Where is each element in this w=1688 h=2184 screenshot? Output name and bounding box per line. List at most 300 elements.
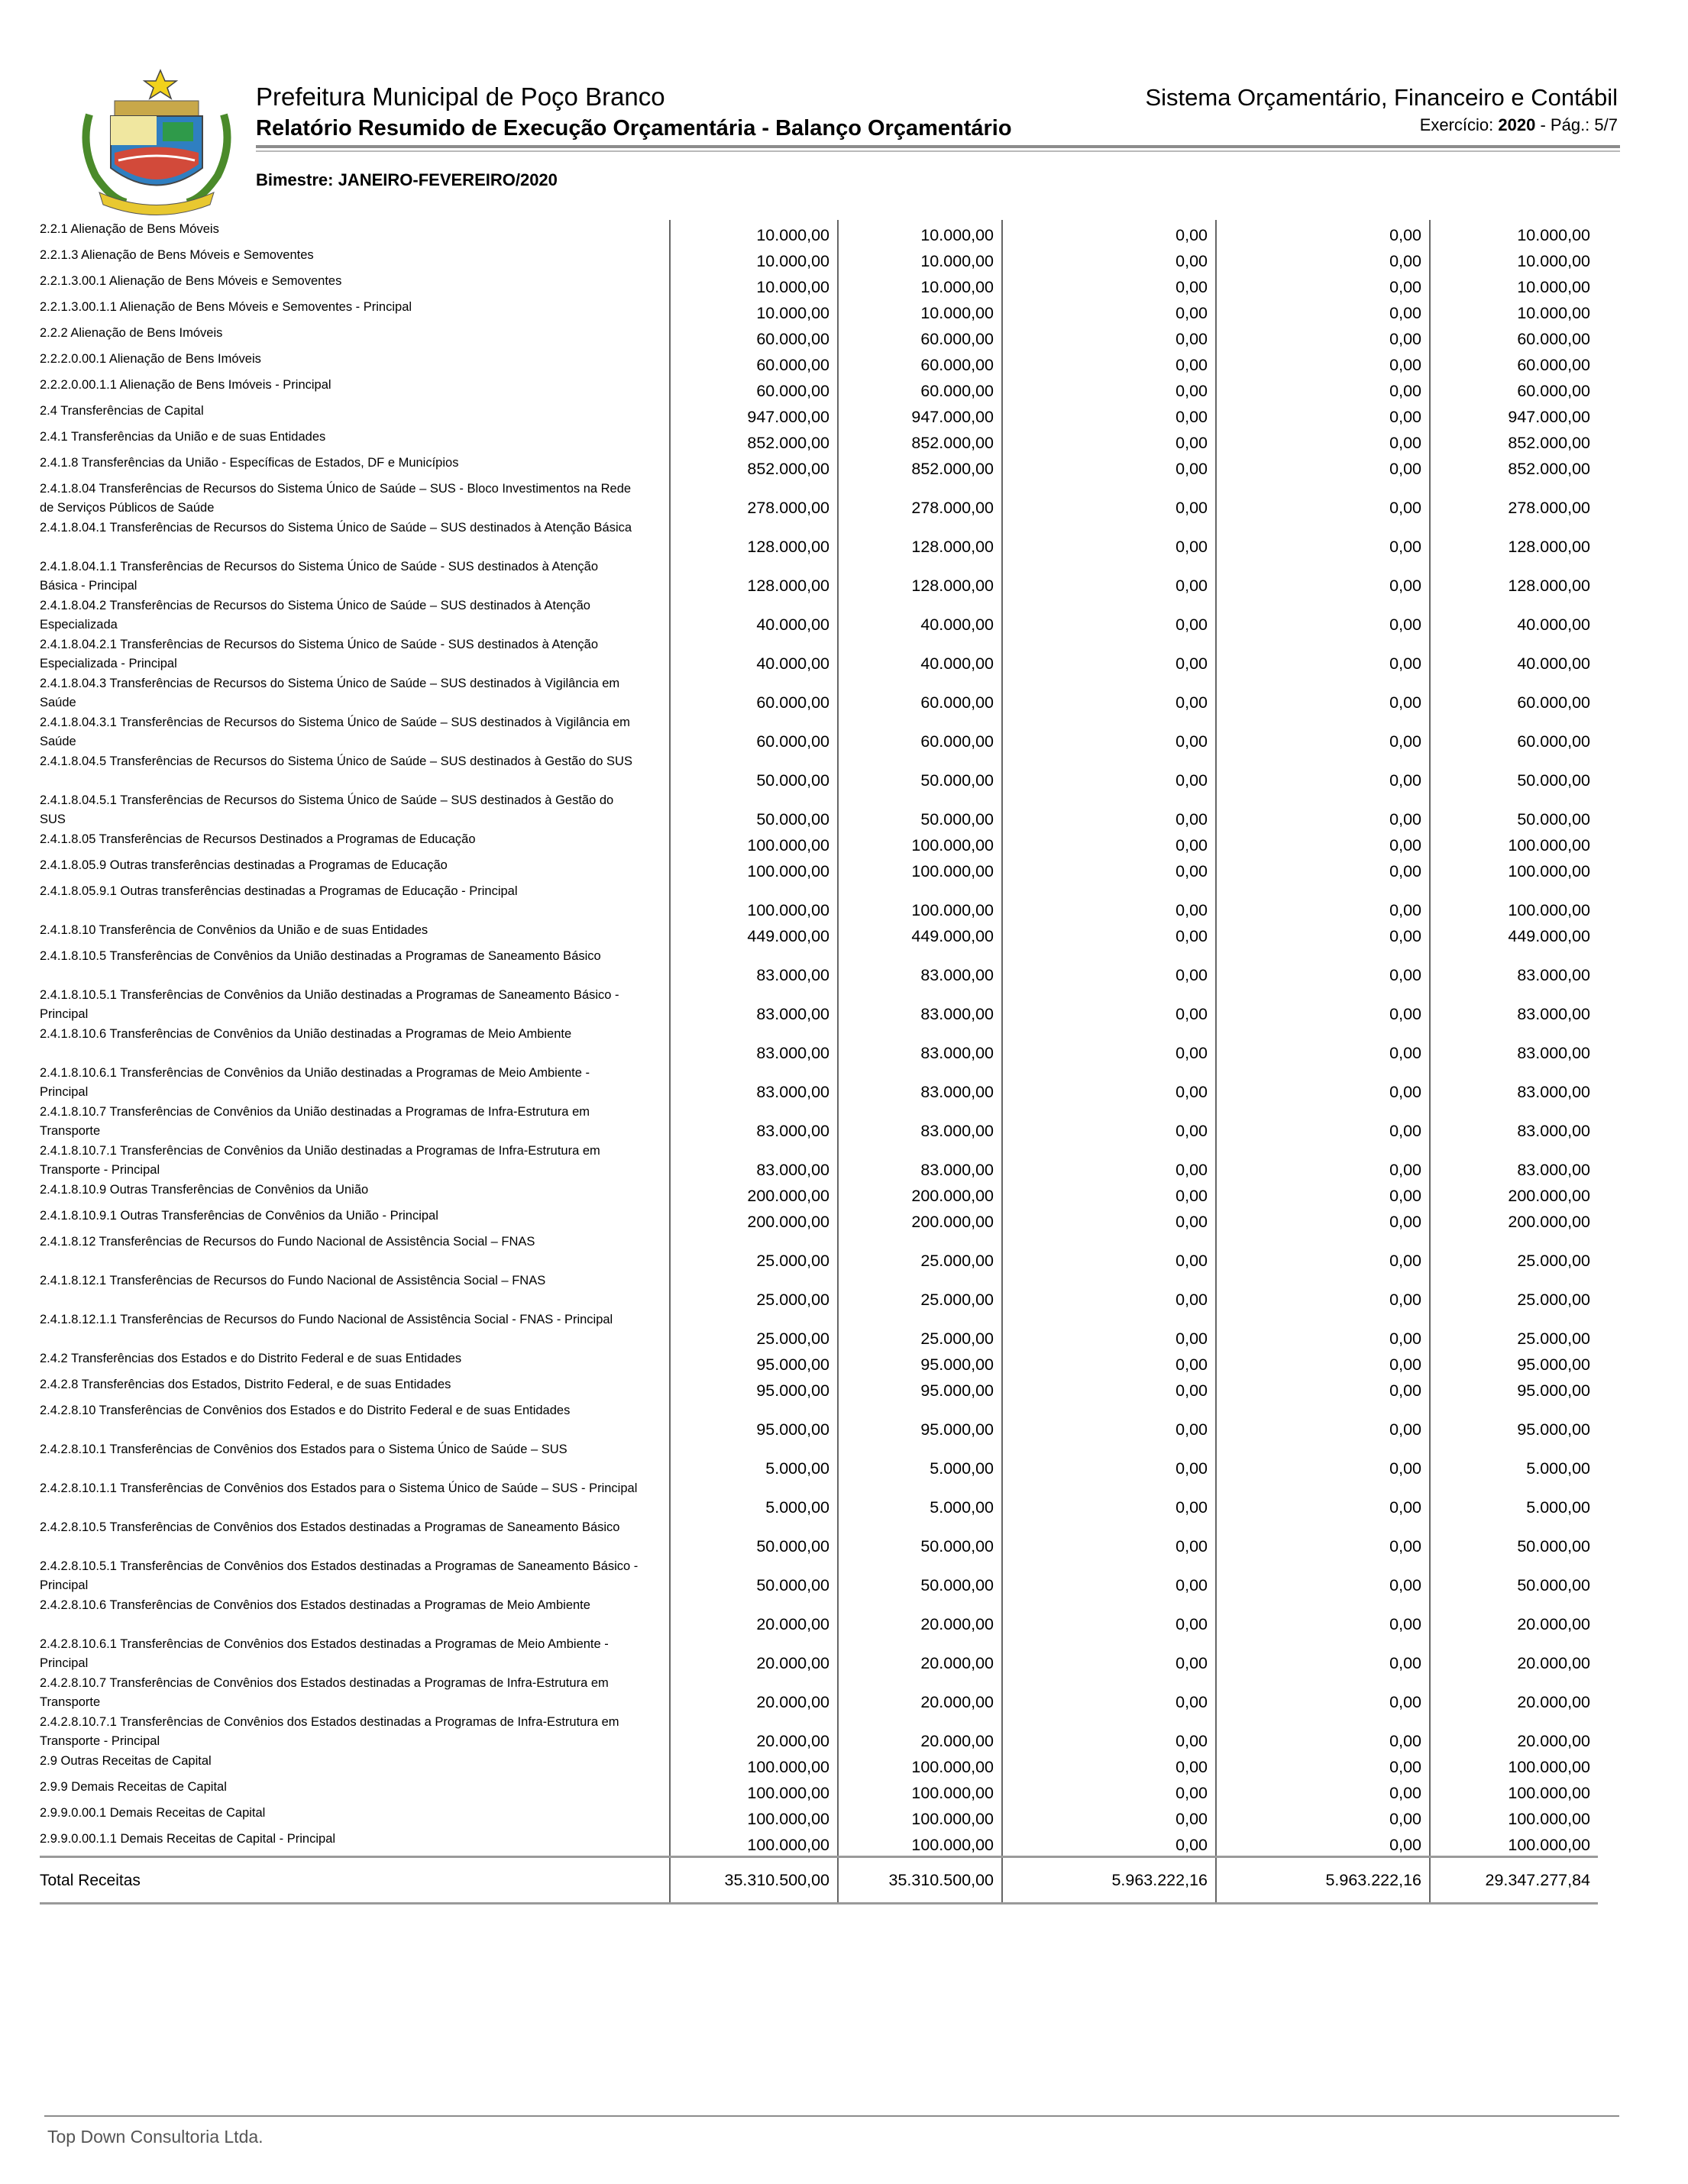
table-row [40, 1401, 1598, 1440]
cell-initial-forecast: 100.000,00 [670, 1778, 838, 1804]
row-description: 2.4.1.8.12.1 Transferências de Recursos do Fundo Nacional de Assistência Social – FNAS [40, 1274, 546, 1287]
cell-balance: 852.000,00 [1430, 454, 1598, 480]
cell-balance: 10.000,00 [1430, 298, 1598, 324]
cell-balance: 25.000,00 [1430, 1310, 1598, 1349]
cell-balance: 50.000,00 [1430, 791, 1598, 830]
cell-initial-forecast: 83.000,00 [670, 1064, 838, 1103]
cell-initial-forecast: 60.000,00 [670, 324, 838, 350]
cell-realized-to-date: 0,00 [1216, 246, 1430, 272]
cell-balance: 10.000,00 [1430, 220, 1598, 246]
cell-initial-forecast: 128.000,00 [670, 557, 838, 596]
row-description: 2.4.1.8.05.9 Outras transferências destinadas a Programas de Educação [40, 858, 448, 872]
cell-initial-forecast: 100.000,00 [670, 830, 838, 856]
row-description: 2.9.9.0.00.1.1 Demais Receitas de Capital - Principal [40, 1832, 336, 1846]
cell-realized-bimester: 0,00 [1002, 428, 1216, 454]
report-title: Relatório Resumido de Execução Orçamentária - Balanço Orçamentário [256, 116, 1012, 141]
cell-realized-bimester: 0,00 [1002, 220, 1216, 246]
table-row [40, 1752, 1598, 1778]
cell-updated-forecast: 100.000,00 [838, 1804, 1002, 1830]
cell-realized-to-date: 0,00 [1216, 1207, 1430, 1233]
cell-initial-forecast: 128.000,00 [670, 519, 838, 557]
table-row [40, 272, 1598, 298]
cell-balance: 100.000,00 [1430, 1830, 1598, 1857]
footer-company: Top Down Consultoria Ltda. [47, 2127, 264, 2147]
cell-balance: 95.000,00 [1430, 1401, 1598, 1440]
table-row [40, 557, 1598, 596]
cell-realized-to-date: 0,00 [1216, 1271, 1430, 1310]
cell-updated-forecast: 95.000,00 [838, 1375, 1002, 1401]
cell-updated-forecast: 200.000,00 [838, 1181, 1002, 1207]
cell-realized-bimester: 0,00 [1002, 272, 1216, 298]
row-description: 2.4.1.8.04.1.1 Transferências de Recursos do Sistema Único de Saúde - SUS destinados à Atenção Básica - Principal [40, 560, 599, 593]
row-description: 2.2.1.3.00.1.1 Alienação de Bens Móveis e Semoventes - Principal [40, 300, 412, 314]
cell-updated-forecast: 947.000,00 [838, 402, 1002, 428]
table-row [40, 1142, 1598, 1181]
cell-realized-bimester: 0,00 [1002, 1181, 1216, 1207]
table-row [40, 298, 1598, 324]
row-description: 2.4.1.8.10.6.1 Transferências de Convênios da União destinadas a Programas de Meio Ambiente - Principal [40, 1066, 590, 1099]
cell-balance: 83.000,00 [1430, 1142, 1598, 1181]
cell-initial-forecast: 200.000,00 [670, 1181, 838, 1207]
row-description: 2.4.2.8.10.1.1 Transferências de Convênios dos Estados para o Sistema Único de Saúde – SUS - Principal [40, 1481, 638, 1495]
cell-realized-bimester: 0,00 [1002, 1557, 1216, 1596]
table-row [40, 713, 1598, 752]
row-description: 2.2.2.0.00.1.1 Alienação de Bens Imóveis - Principal [40, 378, 331, 392]
cell-balance: 278.000,00 [1430, 480, 1598, 519]
budget-table [40, 220, 1598, 1905]
total-label: Total Receitas [40, 1857, 670, 1904]
cell-realized-bimester: 0,00 [1002, 324, 1216, 350]
table-row [40, 1207, 1598, 1233]
cell-realized-to-date: 0,00 [1216, 1233, 1430, 1271]
cell-realized-bimester: 0,00 [1002, 986, 1216, 1025]
cell-initial-forecast: 95.000,00 [670, 1375, 838, 1401]
cell-initial-forecast: 5.000,00 [670, 1440, 838, 1479]
table-row [40, 596, 1598, 635]
cell-initial-forecast: 60.000,00 [670, 376, 838, 402]
cell-updated-forecast: 100.000,00 [838, 882, 1002, 921]
cell-initial-forecast: 60.000,00 [670, 713, 838, 752]
cell-balance: 5.000,00 [1430, 1479, 1598, 1518]
cell-initial-forecast: 95.000,00 [670, 1349, 838, 1375]
cell-updated-forecast: 100.000,00 [838, 1830, 1002, 1857]
table-row [40, 376, 1598, 402]
cell-realized-to-date: 0,00 [1216, 1778, 1430, 1804]
cell-updated-forecast: 83.000,00 [838, 1025, 1002, 1064]
table-row [40, 1713, 1598, 1752]
cell-updated-forecast: 25.000,00 [838, 1233, 1002, 1271]
cell-updated-forecast: 852.000,00 [838, 454, 1002, 480]
cell-initial-forecast: 83.000,00 [670, 1025, 838, 1064]
table-row [40, 1830, 1598, 1857]
cell-realized-to-date: 0,00 [1216, 1804, 1430, 1830]
cell-updated-forecast: 40.000,00 [838, 596, 1002, 635]
cell-balance: 947.000,00 [1430, 402, 1598, 428]
table-row [40, 1479, 1598, 1518]
table-row [40, 635, 1598, 674]
cell-balance: 100.000,00 [1430, 1804, 1598, 1830]
cell-balance: 50.000,00 [1430, 752, 1598, 791]
cell-realized-bimester: 0,00 [1002, 1804, 1216, 1830]
cell-realized-bimester: 0,00 [1002, 1025, 1216, 1064]
cell-balance: 83.000,00 [1430, 947, 1598, 986]
cell-updated-forecast: 10.000,00 [838, 298, 1002, 324]
cell-updated-forecast: 83.000,00 [838, 1142, 1002, 1181]
table-row [40, 921, 1598, 947]
cell-realized-bimester: 0,00 [1002, 1233, 1216, 1271]
cell-realized-to-date: 0,00 [1216, 830, 1430, 856]
cell-realized-to-date: 0,00 [1216, 324, 1430, 350]
cell-updated-forecast: 60.000,00 [838, 713, 1002, 752]
table-row [40, 324, 1598, 350]
table-row [40, 220, 1598, 246]
cell-initial-forecast: 20.000,00 [670, 1635, 838, 1674]
cell-realized-bimester: 0,00 [1002, 1310, 1216, 1349]
cell-balance: 83.000,00 [1430, 986, 1598, 1025]
cell-realized-to-date: 0,00 [1216, 713, 1430, 752]
cell-realized-to-date: 0,00 [1216, 480, 1430, 519]
row-description: 2.4.1.8 Transferências da União - Específicas de Estados, DF e Municípios [40, 456, 459, 470]
cell-initial-forecast: 10.000,00 [670, 246, 838, 272]
row-description: 2.4.1.8.05.9.1 Outras transferências destinadas a Programas de Educação - Principal [40, 884, 518, 898]
cell-realized-to-date: 0,00 [1216, 1064, 1430, 1103]
cell-balance: 60.000,00 [1430, 674, 1598, 713]
row-description: 2.4.1.8.04.2.1 Transferências de Recursos do Sistema Único de Saúde - SUS destinados à Atenção Especializada - Principal [40, 638, 599, 670]
cell-realized-bimester: 0,00 [1002, 376, 1216, 402]
table-row [40, 1349, 1598, 1375]
cell-realized-to-date: 0,00 [1216, 1518, 1430, 1557]
cell-initial-forecast: 40.000,00 [670, 596, 838, 635]
row-description: 2.2.1 Alienação de Bens Móveis [40, 222, 219, 236]
cell-realized-to-date: 0,00 [1216, 635, 1430, 674]
cell-realized-bimester: 0,00 [1002, 856, 1216, 882]
cell-updated-forecast: 5.000,00 [838, 1440, 1002, 1479]
cell-realized-to-date: 0,00 [1216, 1310, 1430, 1349]
cell-realized-to-date: 0,00 [1216, 1557, 1430, 1596]
table-row [40, 1804, 1598, 1830]
table-row [40, 856, 1598, 882]
cell-realized-to-date: 0,00 [1216, 1103, 1430, 1142]
cell-balance: 128.000,00 [1430, 557, 1598, 596]
cell-updated-forecast: 449.000,00 [838, 921, 1002, 947]
cell-realized-to-date: 0,00 [1216, 1830, 1430, 1857]
cell-initial-forecast: 95.000,00 [670, 1401, 838, 1440]
page-number: - Pág.: 5/7 [1540, 115, 1618, 134]
cell-balance: 60.000,00 [1430, 376, 1598, 402]
cell-initial-forecast: 50.000,00 [670, 791, 838, 830]
cell-initial-forecast: 100.000,00 [670, 856, 838, 882]
cell-realized-bimester: 0,00 [1002, 557, 1216, 596]
cell-initial-forecast: 40.000,00 [670, 635, 838, 674]
cell-initial-forecast: 20.000,00 [670, 1596, 838, 1635]
cell-realized-bimester: 0,00 [1002, 635, 1216, 674]
cell-realized-bimester: 0,00 [1002, 454, 1216, 480]
cell-balance: 100.000,00 [1430, 882, 1598, 921]
cell-balance: 20.000,00 [1430, 1596, 1598, 1635]
cell-updated-forecast: 100.000,00 [838, 1778, 1002, 1804]
table-row [40, 830, 1598, 856]
cell-updated-forecast: 100.000,00 [838, 856, 1002, 882]
row-description: 2.4.1.8.10 Transferência de Convênios da União e de suas Entidades [40, 923, 428, 937]
row-description: 2.4.1.8.12 Transferências de Recursos do Fundo Nacional de Assistência Social – FNAS [40, 1235, 535, 1249]
cell-realized-bimester: 0,00 [1002, 921, 1216, 947]
cell-initial-forecast: 50.000,00 [670, 1518, 838, 1557]
table-row [40, 1310, 1598, 1349]
table-row [40, 1440, 1598, 1479]
row-description: 2.9.9.0.00.1 Demais Receitas de Capital [40, 1806, 266, 1820]
cell-balance: 40.000,00 [1430, 635, 1598, 674]
row-description: 2.4.1.8.04.5 Transferências de Recursos do Sistema Único de Saúde – SUS destinados à Gestão do SUS [40, 754, 632, 768]
cell-realized-bimester: 0,00 [1002, 402, 1216, 428]
cell-initial-forecast: 20.000,00 [670, 1713, 838, 1752]
cell-updated-forecast: 128.000,00 [838, 519, 1002, 557]
cell-balance: 60.000,00 [1430, 350, 1598, 376]
cell-realized-bimester: 0,00 [1002, 1479, 1216, 1518]
cell-updated-forecast: 25.000,00 [838, 1271, 1002, 1310]
cell-realized-bimester: 0,00 [1002, 1778, 1216, 1804]
cell-realized-bimester: 0,00 [1002, 1440, 1216, 1479]
cell-updated-forecast: 128.000,00 [838, 557, 1002, 596]
row-description: 2.2.1.3.00.1 Alienação de Bens Móveis e Semoventes [40, 274, 342, 288]
cell-realized-bimester: 0,00 [1002, 1674, 1216, 1713]
cell-initial-forecast: 83.000,00 [670, 986, 838, 1025]
cell-realized-to-date: 0,00 [1216, 1479, 1430, 1518]
cell-realized-bimester: 0,00 [1002, 298, 1216, 324]
cell-balance: 60.000,00 [1430, 324, 1598, 350]
table-row [40, 402, 1598, 428]
header-divider [256, 145, 1620, 148]
table-row [40, 791, 1598, 830]
cell-initial-forecast: 100.000,00 [670, 1752, 838, 1778]
cell-updated-forecast: 50.000,00 [838, 1557, 1002, 1596]
row-description: 2.4.1.8.04.1 Transferências de Recursos do Sistema Único de Saúde – SUS destinados à Atenção Básica [40, 521, 632, 535]
cell-realized-to-date: 0,00 [1216, 1752, 1430, 1778]
cell-realized-to-date: 0,00 [1216, 1375, 1430, 1401]
cell-realized-to-date: 0,00 [1216, 1440, 1430, 1479]
cell-realized-bimester: 0,00 [1002, 1349, 1216, 1375]
cell-updated-forecast: 60.000,00 [838, 324, 1002, 350]
row-description: 2.4.2.8.10.1 Transferências de Convênios dos Estados para o Sistema Único de Saúde – SUS [40, 1443, 568, 1456]
cell-realized-to-date: 0,00 [1216, 1713, 1430, 1752]
cell-initial-forecast: 25.000,00 [670, 1233, 838, 1271]
total-row [40, 1857, 1598, 1904]
row-description: 2.4.1.8.04.5.1 Transferências de Recursos do Sistema Único de Saúde – SUS destinados à Gestão do SUS [40, 793, 614, 826]
cell-realized-to-date: 0,00 [1216, 272, 1430, 298]
cell-initial-forecast: 60.000,00 [670, 674, 838, 713]
cell-updated-forecast: 100.000,00 [838, 830, 1002, 856]
cell-initial-forecast: 100.000,00 [670, 882, 838, 921]
cell-initial-forecast: 10.000,00 [670, 272, 838, 298]
table-row [40, 674, 1598, 713]
table-row [40, 350, 1598, 376]
cell-balance: 100.000,00 [1430, 1778, 1598, 1804]
cell-realized-to-date: 0,00 [1216, 220, 1430, 246]
row-description: 2.4 Transferências de Capital [40, 404, 204, 418]
cell-updated-forecast: 95.000,00 [838, 1401, 1002, 1440]
row-description: 2.4.2.8.10 Transferências de Convênios dos Estados e do Distrito Federal e de suas Entidades [40, 1404, 571, 1417]
cell-balance: 100.000,00 [1430, 830, 1598, 856]
cell-realized-to-date: 0,00 [1216, 674, 1430, 713]
row-description: 2.2.1.3 Alienação de Bens Móveis e Semoventes [40, 248, 314, 262]
row-description: 2.4.2.8.10.7 Transferências de Convênios dos Estados destinadas a Programas de Infra-Estrutura em Transporte [40, 1676, 609, 1709]
cell-realized-to-date: 0,00 [1216, 454, 1430, 480]
cell-realized-bimester: 0,00 [1002, 1752, 1216, 1778]
row-description: 2.4.1.8.10.6 Transferências de Convênios da União destinadas a Programas de Meio Ambiente [40, 1027, 572, 1041]
cell-initial-forecast: 60.000,00 [670, 350, 838, 376]
cell-initial-forecast: 20.000,00 [670, 1674, 838, 1713]
cell-updated-forecast: 83.000,00 [838, 947, 1002, 986]
row-description: 2.4.2.8.10.5 Transferências de Convênios dos Estados destinadas a Programas de Saneamento Básico [40, 1520, 620, 1534]
cell-updated-forecast: 278.000,00 [838, 480, 1002, 519]
table-row [40, 428, 1598, 454]
cell-realized-bimester: 0,00 [1002, 246, 1216, 272]
table-row [40, 1103, 1598, 1142]
cell-realized-bimester: 0,00 [1002, 1064, 1216, 1103]
cell-realized-to-date: 0,00 [1216, 1674, 1430, 1713]
cell-balance: 20.000,00 [1430, 1713, 1598, 1752]
cell-realized-bimester: 0,00 [1002, 1142, 1216, 1181]
cell-balance: 128.000,00 [1430, 519, 1598, 557]
row-description: 2.4.1.8.10.7 Transferências de Convênios da União destinadas a Programas de Infra-Estrutura em Transporte [40, 1105, 590, 1138]
cell-realized-bimester: 0,00 [1002, 1207, 1216, 1233]
cell-initial-forecast: 50.000,00 [670, 752, 838, 791]
cell-updated-forecast: 83.000,00 [838, 986, 1002, 1025]
cell-updated-forecast: 83.000,00 [838, 1064, 1002, 1103]
row-description: 2.4.1.8.04.2 Transferências de Recursos do Sistema Único de Saúde – SUS destinados à Atenção Especializada [40, 599, 590, 632]
cell-balance: 200.000,00 [1430, 1181, 1598, 1207]
cell-realized-bimester: 0,00 [1002, 947, 1216, 986]
row-description: 2.2.2.0.00.1 Alienação de Bens Imóveis [40, 352, 261, 366]
cell-initial-forecast: 100.000,00 [670, 1804, 838, 1830]
cell-balance: 10.000,00 [1430, 246, 1598, 272]
cell-realized-bimester: 0,00 [1002, 1713, 1216, 1752]
row-description: 2.4.2.8.10.6.1 Transferências de Convênios dos Estados destinadas a Programas de Meio Ambiente - Principal [40, 1637, 609, 1670]
cell-initial-forecast: 25.000,00 [670, 1271, 838, 1310]
cell-initial-forecast: 200.000,00 [670, 1207, 838, 1233]
table-row [40, 1674, 1598, 1713]
table-row [40, 246, 1598, 272]
cell-initial-forecast: 50.000,00 [670, 1557, 838, 1596]
cell-updated-forecast: 60.000,00 [838, 674, 1002, 713]
cell-initial-forecast: 35.310.500,00 [670, 1857, 838, 1904]
cell-realized-to-date: 0,00 [1216, 1025, 1430, 1064]
table-row [40, 480, 1598, 519]
cell-updated-forecast: 5.000,00 [838, 1479, 1002, 1518]
cell-realized-bimester: 0,00 [1002, 674, 1216, 713]
table-row [40, 1025, 1598, 1064]
cell-realized-to-date: 0,00 [1216, 1349, 1430, 1375]
table-row [40, 1778, 1598, 1804]
cell-realized-to-date: 0,00 [1216, 882, 1430, 921]
cell-balance: 95.000,00 [1430, 1375, 1598, 1401]
cell-balance: 10.000,00 [1430, 272, 1598, 298]
cell-updated-forecast: 20.000,00 [838, 1713, 1002, 1752]
cell-initial-forecast: 83.000,00 [670, 1142, 838, 1181]
cell-updated-forecast: 50.000,00 [838, 791, 1002, 830]
cell-realized-to-date: 0,00 [1216, 1401, 1430, 1440]
table-row [40, 1375, 1598, 1401]
cell-updated-forecast: 50.000,00 [838, 1518, 1002, 1557]
cell-realized-to-date: 0,00 [1216, 376, 1430, 402]
table-body [40, 220, 1598, 1904]
exercise-label: Exercício: [1419, 115, 1494, 134]
row-description: 2.9 Outras Receitas de Capital [40, 1754, 212, 1768]
table-row [40, 1181, 1598, 1207]
cell-initial-forecast: 10.000,00 [670, 298, 838, 324]
row-description: 2.4.2.8 Transferências dos Estados, Distrito Federal, e de suas Entidades [40, 1378, 451, 1391]
cell-balance: 50.000,00 [1430, 1518, 1598, 1557]
cell-initial-forecast: 5.000,00 [670, 1479, 838, 1518]
table-row [40, 519, 1598, 557]
cell-balance: 95.000,00 [1430, 1349, 1598, 1375]
cell-updated-forecast: 95.000,00 [838, 1349, 1002, 1375]
cell-updated-forecast: 40.000,00 [838, 635, 1002, 674]
revenue-table [40, 220, 1598, 1905]
report-period: Bimestre: JANEIRO-FEVEREIRO/2020 [256, 170, 558, 189]
cell-realized-bimester: 0,00 [1002, 1375, 1216, 1401]
cell-balance: 40.000,00 [1430, 596, 1598, 635]
cell-initial-forecast: 83.000,00 [670, 947, 838, 986]
row-description: 2.4.1.8.10.9.1 Outras Transferências de Convênios da União - Principal [40, 1209, 438, 1223]
cell-realized-bimester: 0,00 [1002, 350, 1216, 376]
exercise-year: 2020 [1498, 115, 1536, 134]
cell-initial-forecast: 25.000,00 [670, 1310, 838, 1349]
cell-balance: 200.000,00 [1430, 1207, 1598, 1233]
cell-realized-bimester: 0,00 [1002, 1271, 1216, 1310]
cell-realized-bimester: 0,00 [1002, 1635, 1216, 1674]
cell-balance: 83.000,00 [1430, 1064, 1598, 1103]
cell-initial-forecast: 852.000,00 [670, 428, 838, 454]
cell-realized-to-date: 0,00 [1216, 350, 1430, 376]
cell-realized-bimester: 0,00 [1002, 791, 1216, 830]
table-row [40, 1233, 1598, 1271]
cell-realized-bimester: 0,00 [1002, 882, 1216, 921]
table-row [40, 1064, 1598, 1103]
table-row [40, 752, 1598, 791]
cell-realized-bimester: 0,00 [1002, 830, 1216, 856]
cell-balance: 20.000,00 [1430, 1674, 1598, 1713]
cell-updated-forecast: 10.000,00 [838, 246, 1002, 272]
cell-realized-to-date: 0,00 [1216, 402, 1430, 428]
row-description: 2.4.1.8.10.9 Outras Transferências de Convênios da União [40, 1183, 369, 1197]
cell-balance: 100.000,00 [1430, 1752, 1598, 1778]
cell-updated-forecast: 10.000,00 [838, 272, 1002, 298]
cell-realized-to-date: 0,00 [1216, 519, 1430, 557]
cell-initial-forecast: 100.000,00 [670, 1830, 838, 1857]
row-description: 2.2.2 Alienação de Bens Imóveis [40, 326, 223, 340]
cell-balance: 50.000,00 [1430, 1557, 1598, 1596]
table-row [40, 882, 1598, 921]
cell-updated-forecast: 83.000,00 [838, 1103, 1002, 1142]
cell-realized-bimester: 0,00 [1002, 1830, 1216, 1857]
table-row [40, 986, 1598, 1025]
cell-realized-bimester: 0,00 [1002, 713, 1216, 752]
cell-realized-bimester: 0,00 [1002, 480, 1216, 519]
cell-realized-bimester: 0,00 [1002, 519, 1216, 557]
cell-realized-to-date: 0,00 [1216, 1181, 1430, 1207]
row-description: 2.4.1.8.10.7.1 Transferências de Convênios da União destinadas a Programas de Infra-Estrutura em Transporte - Principal [40, 1144, 600, 1177]
table-row [40, 1635, 1598, 1674]
cell-realized-bimester: 5.963.222,16 [1002, 1857, 1216, 1904]
cell-balance: 20.000,00 [1430, 1635, 1598, 1674]
cell-updated-forecast: 20.000,00 [838, 1635, 1002, 1674]
row-description: 2.9.9 Demais Receitas de Capital [40, 1780, 227, 1794]
cell-balance: 852.000,00 [1430, 428, 1598, 454]
cell-updated-forecast: 25.000,00 [838, 1310, 1002, 1349]
cell-realized-bimester: 0,00 [1002, 1401, 1216, 1440]
cell-initial-forecast: 278.000,00 [670, 480, 838, 519]
cell-balance: 449.000,00 [1430, 921, 1598, 947]
